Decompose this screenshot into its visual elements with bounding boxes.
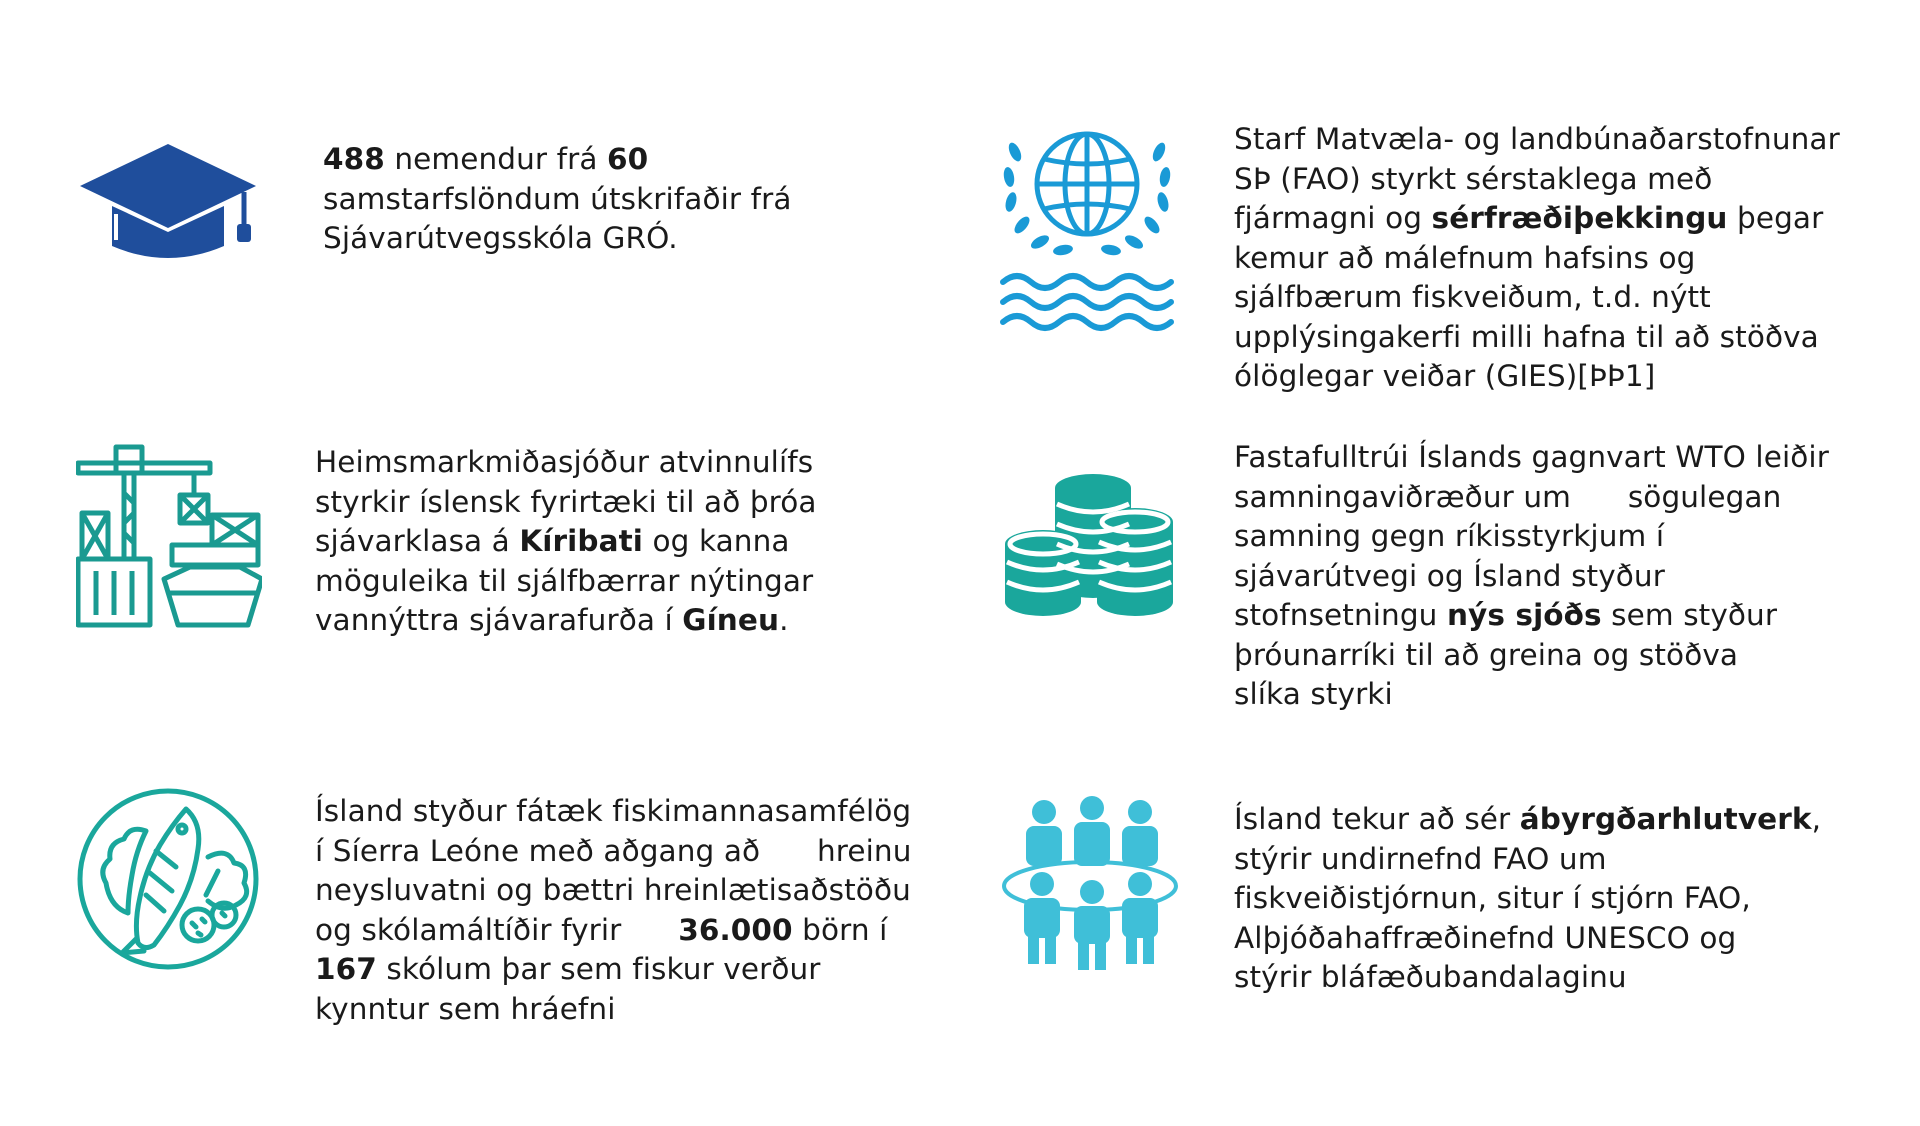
text-line — [1234, 160, 1840, 200]
text-line — [1234, 199, 1840, 239]
bold-run: 167 — [315, 952, 377, 986]
bold-run: sérfræðiþekkingu — [1431, 201, 1728, 235]
harbor-crane-ship-icon — [76, 443, 262, 628]
text-run: Starf Matvæla- og landbúnaðarstofnunar — [1234, 122, 1840, 156]
text-line — [1234, 517, 1829, 557]
text-run: vannýttra sjávarafurða í — [315, 603, 683, 637]
bold-run: Gíneu — [682, 603, 780, 637]
text-line — [315, 911, 912, 951]
text-line — [323, 219, 792, 259]
text-line — [1234, 596, 1829, 636]
text-run: þegar — [1727, 201, 1824, 235]
text-run: kemur að málefnum hafsins og — [1234, 240, 1696, 275]
text-run: slíka styrki — [1234, 677, 1393, 711]
text-run: sjávarklasa á — [315, 524, 520, 558]
text-run: , — [1811, 802, 1822, 836]
globe-laurel-waves-icon — [997, 122, 1177, 332]
bold-run: Kíribati — [519, 524, 644, 558]
wto-text — [1234, 438, 1829, 715]
text-run: möguleika til sjálfbærrar nýtingar — [315, 563, 814, 598]
text-run: SÞ (FAO) styrkt sérstaklega með — [1234, 161, 1713, 196]
bold-run: 36.000 — [678, 912, 793, 947]
coin-stacks-icon — [995, 470, 1185, 620]
text-run: Heimsmarkmiðasjóður atvinnulífs — [315, 445, 814, 479]
text-run: kynntur sem hráefni — [315, 991, 616, 1026]
text-line — [323, 140, 792, 180]
fao-text — [1234, 120, 1840, 397]
bold-run: 60 — [607, 142, 649, 176]
text-run: fiskveiðistjórnun, situr í stjórn FAO, — [1234, 881, 1751, 915]
text-line — [315, 562, 817, 602]
text-run: samningaviðræður um sögulegan — [1234, 479, 1782, 514]
text-run: í Síerra Leóne með aðgang að hreinu — [315, 833, 912, 868]
text-run: samning gegn ríkisstyrkjum í — [1234, 519, 1665, 553]
text-run: ólöglegar veiðar (GIES)[ÞÞ1] — [1234, 359, 1656, 393]
text-run: neysluvatni og bættri hreinlætisaðstöðu — [315, 873, 911, 907]
bold-run: 488 — [323, 142, 385, 176]
graduates-text — [323, 140, 792, 259]
text-line — [1234, 557, 1829, 597]
text-line — [315, 522, 817, 562]
text-line — [315, 483, 817, 523]
text-run: Ísland styður fátæk fiskimannasamfélög — [315, 794, 912, 828]
text-line — [315, 443, 817, 483]
text-run: nemendur frá — [384, 142, 607, 176]
graduation-cap-icon — [76, 140, 261, 265]
sdg-fund-text — [315, 443, 817, 641]
text-run: sem styður — [1601, 598, 1778, 632]
text-line — [315, 990, 912, 1030]
text-run: Fastafulltrúi Íslands gagnvart WTO leiðir — [1234, 440, 1829, 474]
text-run: upplýsingakerfi milli hafna til að stöðva — [1234, 319, 1819, 354]
text-line — [1234, 357, 1840, 397]
text-run: Ísland tekur að sér — [1234, 802, 1520, 836]
text-line — [1234, 318, 1840, 358]
text-run: sjávarútvegi og Ísland styður — [1234, 558, 1665, 593]
text-line — [315, 832, 912, 872]
sierra-leone-text — [315, 792, 912, 1029]
text-line — [323, 180, 792, 220]
text-run: . — [779, 603, 789, 637]
text-line — [1234, 919, 1821, 959]
text-line — [315, 950, 912, 990]
text-run: stýrir undirnefnd FAO um — [1234, 841, 1607, 876]
text-line — [1234, 438, 1829, 478]
bold-run: ábyrgðarhlutverk — [1519, 802, 1812, 836]
text-line — [1234, 120, 1840, 160]
text-run: sjálfbærum fiskveiðum, t.d. nýtt — [1234, 280, 1711, 314]
text-run: Alþjóðahaffræðinefnd UNESCO og — [1234, 920, 1737, 955]
text-run: stýrir bláfæðubandalaginu — [1234, 960, 1627, 994]
text-line — [1234, 800, 1821, 840]
text-line — [1234, 636, 1829, 676]
bold-run: nýs sjóðs — [1446, 598, 1602, 632]
text-line — [315, 601, 817, 641]
text-line — [315, 871, 912, 911]
text-run: skólum þar sem fiskur verður — [376, 952, 821, 986]
text-run: stofnsetningu — [1234, 598, 1447, 632]
text-line — [315, 792, 912, 832]
text-run: samstarfslöndum útskrifaðir frá — [323, 181, 792, 216]
text-line — [1234, 239, 1840, 279]
text-run: fjármagni og — [1234, 201, 1432, 235]
people-group-icon — [1000, 796, 1180, 971]
text-line — [1234, 675, 1829, 715]
text-line — [1234, 879, 1821, 919]
text-run: styrkir íslensk fyrirtæki til að þróa — [315, 484, 817, 519]
text-run: og kanna — [643, 524, 790, 558]
text-run: og skólamáltíðir fyrir — [315, 912, 679, 947]
responsibility-text — [1234, 800, 1821, 998]
text-line — [1234, 478, 1829, 518]
fish-plate-icon — [76, 787, 260, 971]
text-line — [1234, 958, 1821, 998]
text-line — [1234, 840, 1821, 880]
text-run: börn í — [792, 912, 888, 947]
text-run: þróunarríki til að greina og stöðva — [1234, 637, 1739, 672]
text-line — [1234, 278, 1840, 318]
text-run: Sjávarútvegsskóla GRÓ. — [323, 221, 678, 255]
